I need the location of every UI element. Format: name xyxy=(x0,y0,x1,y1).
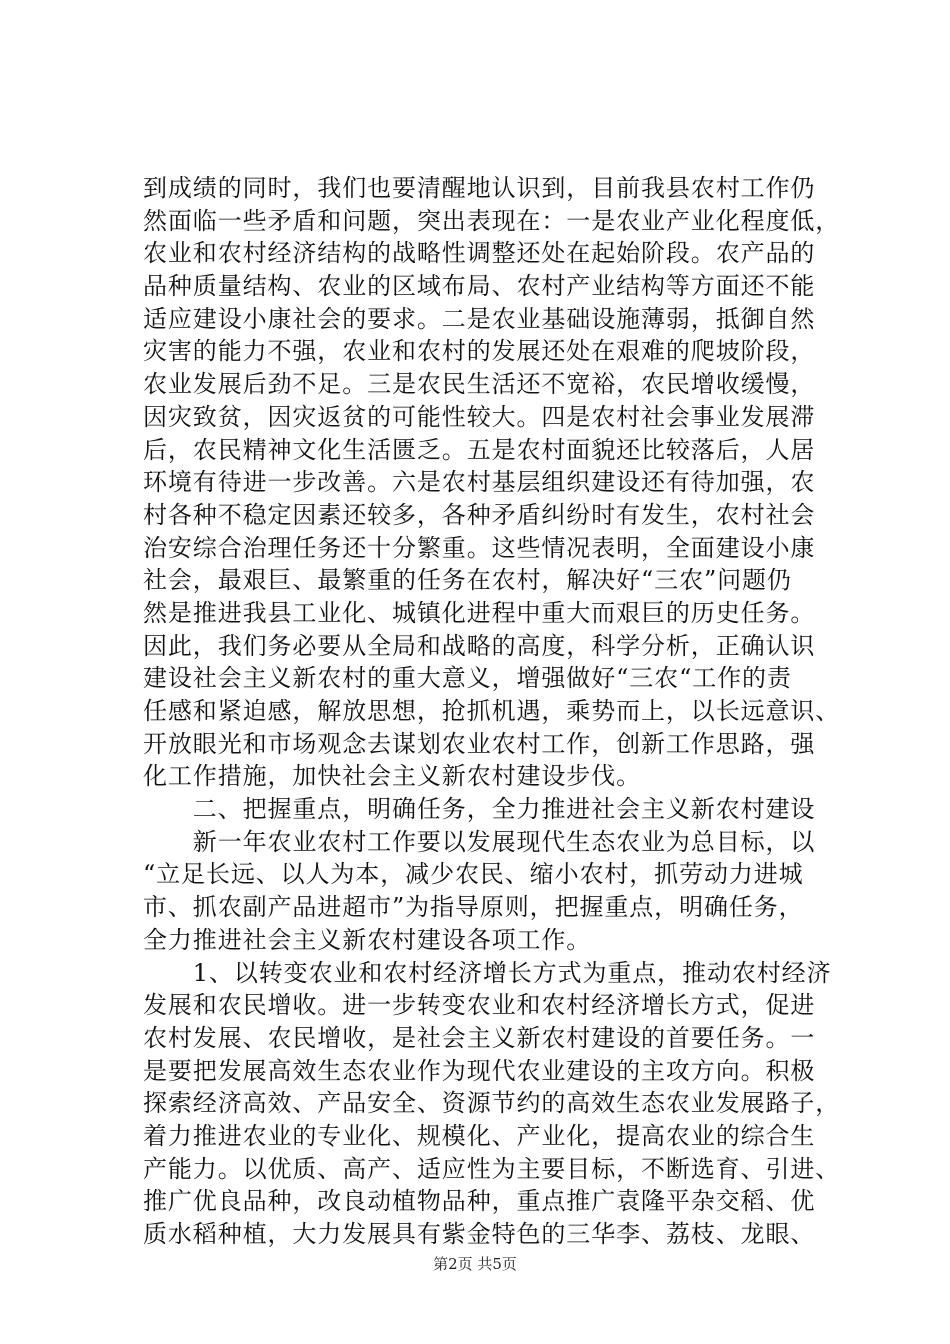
text-line: 产能力。以优质、高产、适应性为主要目标，不断选育、引进、 xyxy=(143,1154,841,1183)
text-line: 到成绩的同时，我们也要清醒地认识到，目前我县农村工作仍 xyxy=(143,174,816,202)
text-line: 发展和农民增收。进一步转变农业和农村经济增长方式，促进 xyxy=(143,991,816,1020)
text-line: 市、抓农副产品进超市”为指导原则，把握重点，明确任务， xyxy=(143,893,804,922)
text-line: 农业发展后劲不足。三是农民生活还不宽裕，农民增收缓慢， xyxy=(143,370,816,399)
text-line: 后，农民精神文化生活匮乏。五是农村面貌还比较落后，人居 xyxy=(143,435,816,464)
text-line: 然是推进我县工业化、城镇化进程中重大而艰巨的历史任务。 xyxy=(143,598,816,627)
text-line: 全力推进社会主义新农村建设各项工作。 xyxy=(143,925,592,954)
text-line: 治安综合治理任务还十分繁重。这些情况表明，全面建设小康 xyxy=(143,533,816,562)
text-line: 新一年农业农村工作要以发展现代生态农业为总目标，以 xyxy=(143,827,816,856)
text-line: 任感和紧迫感，解放思想，抢抓机遇，乘势而上，以长远意识、 xyxy=(143,697,841,725)
text-line: 因此，我们务必要从全局和战略的高度，科学分析，正确认识 xyxy=(143,631,816,660)
text-line: 探索经济高效、产品安全、资源节约的高效生态农业发展路子， xyxy=(143,1089,841,1118)
text-line: 环境有待进一步改善。六是农村基层组织建设还有待加强，农 xyxy=(143,468,816,497)
body-text xyxy=(143,172,841,1251)
section-heading: 二、把握重点，明确任务，全力推进社会主义新农村建设 xyxy=(143,795,816,824)
text-line: 村各种不稳定因素还较多，各种矛盾纠纷时有发生，农村社会 xyxy=(143,500,816,529)
text-line: “立足长远、以人为本，减少农民、缩小农村，抓劳动力进城 xyxy=(143,860,804,889)
text-line: 然面临一些矛盾和问题，突出表现在：一是农业产业化程度低， xyxy=(143,206,841,235)
text-line: 社会，最艰巨、最繁重的任务在农村，解决好“三农”问题仍 xyxy=(143,566,792,595)
text-line: 适应建设小康社会的要求。二是农业基础设施薄弱，抵御自然 xyxy=(143,304,816,333)
text-line: 灾害的能力不强，农业和农村的发展还处在艰难的爬坡阶段， xyxy=(143,337,816,366)
text-line: 品种质量结构、农业的区域布局、农村产业结构等方面还不能 xyxy=(143,272,816,301)
text-line: 1、以转变农业和农村经济增长方式为重点，推动农村经济 xyxy=(143,958,832,987)
text-line: 农村发展、农民增收，是社会主义新农村建设的首要任务。一 xyxy=(143,1023,816,1052)
text-line: 开放眼光和市场观念去谋划农业农村工作，创新工作思路，强 xyxy=(143,729,816,758)
text-line: 是要把发展高效生态农业作为现代农业建设的主攻方向。积极 xyxy=(143,1056,816,1085)
text-line: 农业和农村经济结构的战略性调整还处在起始阶段。农产品的 xyxy=(143,239,816,268)
text-line: 质水稻种植，大力发展具有紫金特色的三华李、荔枝、龙眼、 xyxy=(143,1220,816,1248)
page-footer xyxy=(0,1254,950,1274)
page-number: 第2页 共5页 xyxy=(433,1255,517,1273)
text-line: 因灾致贫，因灾返贫的可能性较大。四是农村社会事业发展滞 xyxy=(143,402,816,431)
text-line: 着力推进农业的专业化、规模化、产业化，提高农业的综合生 xyxy=(143,1121,816,1150)
text-line: 建设社会主义新农村的重大意义，增强做好“三农“工作的责 xyxy=(143,664,792,693)
text-line: 化工作措施，加快社会主义新农村建设步伐。 xyxy=(143,762,641,791)
text-line: 推广优良品种，改良动植物品种，重点推广袁隆平杂交稻、优 xyxy=(143,1187,816,1216)
